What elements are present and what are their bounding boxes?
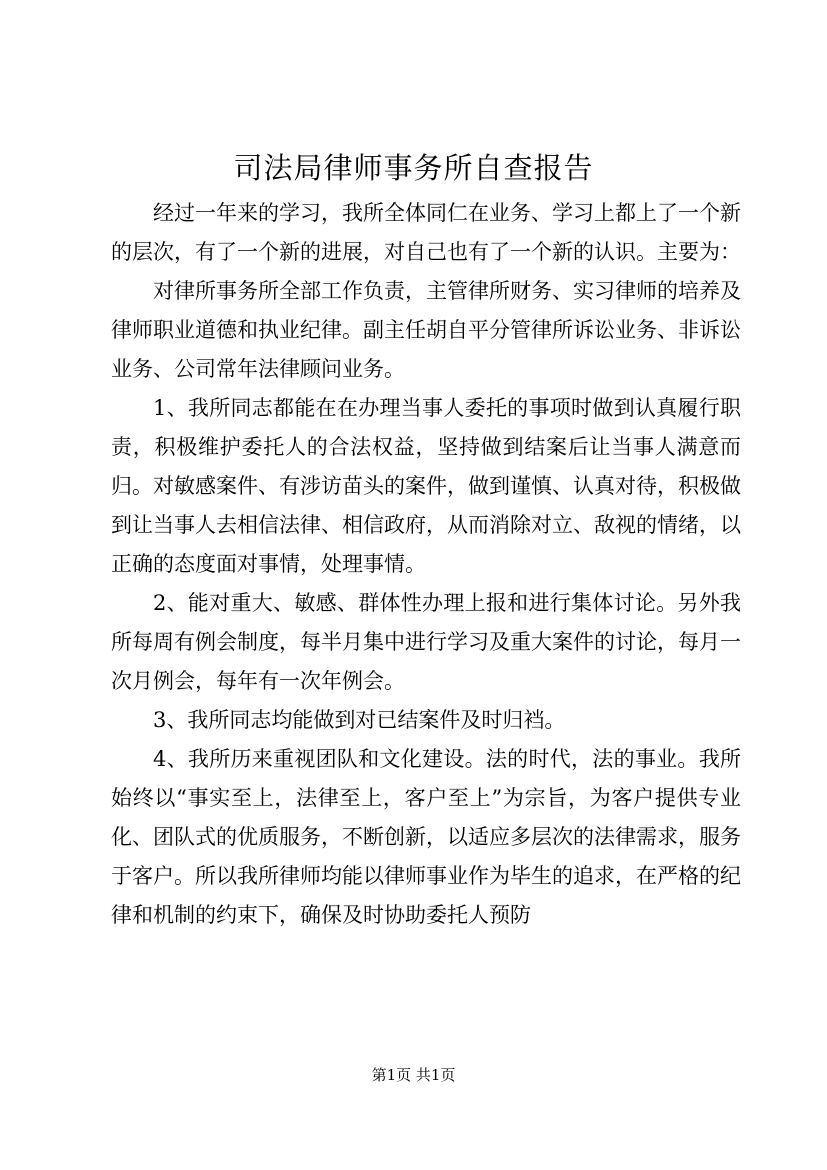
document-body <box>111 194 741 935</box>
paragraph-item-4: 4、我所历来重视团队和文化建设。法的时代，法的事业。我所始终以“事实至上，法律至上，客户至上”为宗旨，为客户提供专业化、团队式的优质服务，不断创新，以适应多层次的法律需求，服务于客户。所以我所律师均能以律师事业作为毕生的追求，在严格的纪律和机制的约束下，确保及时协助委托人预防 <box>111 747 741 927</box>
paragraph-intro: 经过一年来的学习，我所全体同仁在业务、学习上都上了一个新的层次，有了一个新的进展，对自己也有了一个新的认识。主要为： <box>111 201 741 264</box>
paragraph-item-3: 3、我所同志均能做到对已结案件及时归裆。 <box>153 708 566 732</box>
paragraph-item-1: 1、我所同志都能在在办理当事人委托的事项时做到认真履行职责，积极维护委托人的合法权益，坚持做到结案后让当事人满意而归。对敏感案件、有涉访苗头的案件，做到谨慎、认真对待，积极做到让当事人去相信法律、相信政府，从而消除对立、敌视的情绪，以正确的态度面对事情，处理事情。 <box>111 396 741 576</box>
paragraph-item-2: 2、能对重大、敏感、群体性办理上报和进行集体讨论。另外我所每周有例会制度，每半月集中进行学习及重大案件的讨论，每月一次月例会，每年有一次年例会。 <box>111 591 741 693</box>
paragraph-responsibilities: 对律所事务所全部工作负责，主管律所财务、实习律师的培养及律师职业道德和执业纪律。副主任胡自平分管律所诉讼业务、非诉讼业务、公司常年法律顾问业务。 <box>111 279 741 381</box>
document-title: 司法局律师事务所自查报告 <box>233 151 594 185</box>
page-number-footer: 第1页 共1页 <box>371 1066 456 1084</box>
